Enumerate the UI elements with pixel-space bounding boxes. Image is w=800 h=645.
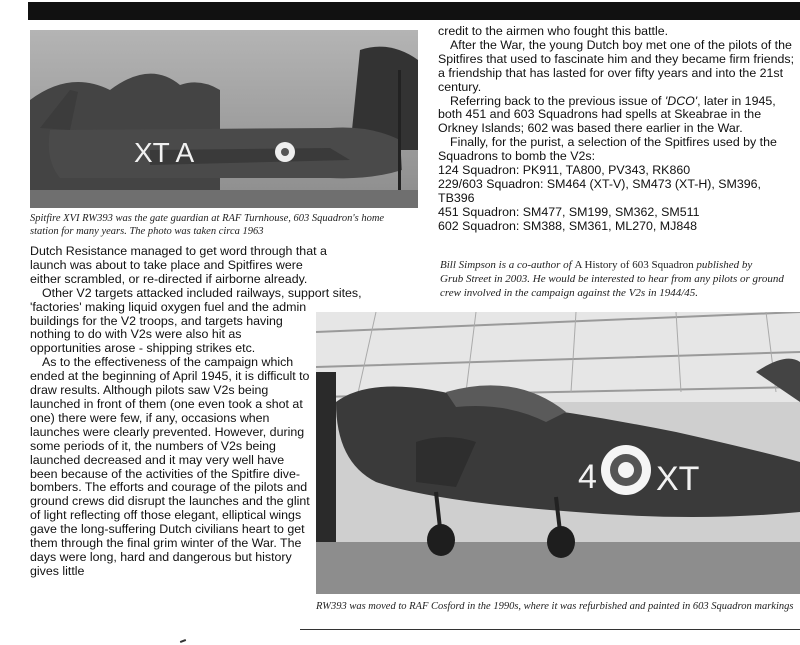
paragraph-effectiveness: As to the effectiveness of the campaign which ended at the beginning of April 1945, it is difficult to draw results. Although pilots saw V2s being launched in front of them (one even took a shot at one) there were few, if any, occasions when launches were clearly prevented. However, during some periods of it, the numbers of V2s being launched decreased and it may very well have been because of the activities of the Spitfire dive-bombers. The efforts and courage of the pilots and ground crews did disrupt the launches and the glint of light reflecting off those elegant, elliptical wings gave the long-suffering Dutch civilians heart to get them through the final grim winter of the War. The days were long, hard and dangerous but history gives little xyxy=(30,355,310,578)
photo2-caption xyxy=(316,600,800,613)
paragraph-finally: Finally, for the purist, a selection of the Spitfires used by the Squadrons to bomb the V2s: xyxy=(438,135,777,164)
squadron-line: 229/603 Squadron: SM464 (XT-V), SM473 (XT-H), SM396, xyxy=(438,176,761,191)
header-bar xyxy=(28,2,800,20)
photo1-caption-text: Spitfire XVI RW393 was the gate guardian at RAF Turnhouse, 603 Squadron's home station for many years. The photo was taken circa 1963 xyxy=(30,213,385,237)
left-column-text xyxy=(30,244,362,579)
bio-l1c: published by xyxy=(693,259,753,271)
right-column-text xyxy=(438,25,800,234)
paragraph-referring-back xyxy=(438,95,800,137)
bio-l1a: Bill Simpson is a co-author of xyxy=(440,259,575,271)
paragraph-v2-targets-b: 'factories' making liquid oxygen fuel and the admin buildings for the V2 troops, and targets having nothing to do with V2s were also hit as opportunities arose - shipping strikes etc. xyxy=(30,299,307,356)
photo1-caption xyxy=(30,212,410,238)
spitfire-outdoor-illustration xyxy=(30,30,418,208)
spitfire-hangar-illustration xyxy=(316,312,800,594)
squadron-line: 602 Squadron: SM388, SM361, ML270, MJ848 xyxy=(438,218,697,233)
book-title: A History of 603 Squadron xyxy=(574,259,694,271)
bio-line-3: crew involved in the campaign against the V2s in 1944/45. xyxy=(440,287,699,299)
fuselage-code-text: XT A xyxy=(134,137,195,168)
paragraph-credit: credit to the airmen who fought this battle. xyxy=(438,24,669,38)
magazine-title: 'DCO' xyxy=(664,93,698,108)
squadron-line: 451 Squadron: SM477, SM199, SM362, SM511 xyxy=(438,204,700,219)
bio-line-1 xyxy=(440,258,784,272)
bio-line-2: Grub Street in 2003. He would be interested to hear from any pilots or ground xyxy=(440,273,784,285)
fuselage-code-text: XT xyxy=(656,460,700,498)
author-bio xyxy=(440,258,784,300)
spitfire-gate-guardian-photo xyxy=(30,30,418,208)
spitfire-cosford-photo xyxy=(316,312,800,594)
paragraph-v2-targets-a: Other V2 targets attacked included railways, support sites, xyxy=(42,285,362,300)
squadron-line: 124 Squadron: PK911, TA800, PV343, RK860 xyxy=(438,163,691,178)
paragraph-dutch-resistance: Dutch Resistance managed to get word through that a launch was about to take place and Spitfires were either scrambled, or re-directed if airborne already. xyxy=(30,244,327,286)
page-mark xyxy=(180,639,186,643)
referring-pre: Referring back to the previous issue of xyxy=(450,93,665,108)
photo2-caption-text: RW393 was moved to RAF Cosford in the 1990s, where it was refurbished and painted in 603 Squadron markings xyxy=(316,601,794,612)
fuselage-digit-text: 4 xyxy=(578,458,597,496)
paragraph-after-war: After the War, the young Dutch boy met one of the pilots of the Spitfires that used to fascinate him and they became firm friends; a friendship that has lasted for over fifty years and into the 21st century. xyxy=(438,37,795,94)
referring-post: , later in 1945, both 451 and 603 Squadrons had spells at Skeabrae in the Orkney Islands; 602 was based there earlier in the War. xyxy=(438,93,776,136)
bottom-rule xyxy=(300,629,800,630)
squadron-line: TB396 xyxy=(438,190,475,205)
